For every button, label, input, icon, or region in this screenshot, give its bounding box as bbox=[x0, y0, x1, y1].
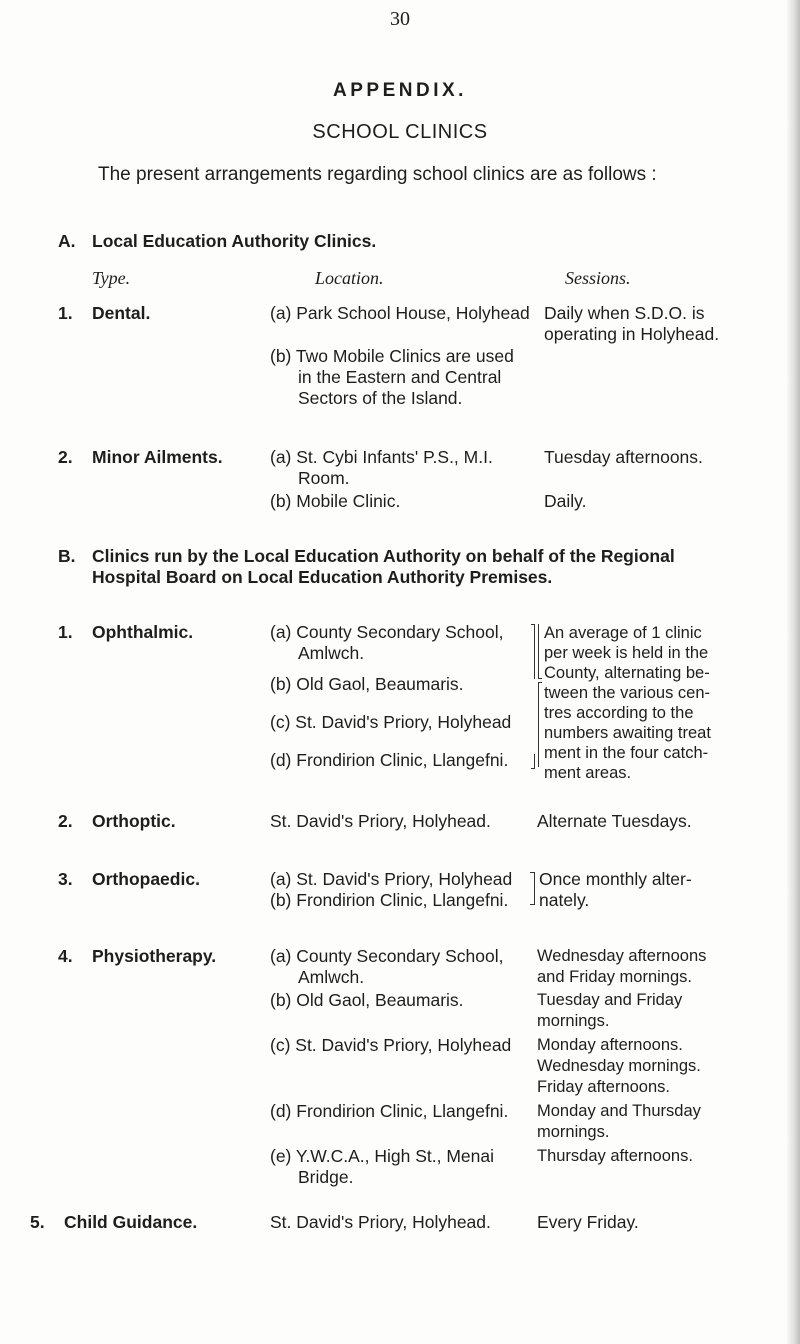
session-line: Daily. bbox=[544, 491, 587, 511]
location-line: (b) Two Mobile Clinics are used bbox=[270, 346, 514, 366]
session-line: Wednesday afternoons bbox=[537, 947, 707, 965]
session-line: ment in the four catch- bbox=[544, 744, 709, 762]
brace-bracket bbox=[530, 872, 535, 889]
row-number: 2. bbox=[58, 447, 73, 467]
session-line: Monday afternoons. bbox=[537, 1036, 683, 1054]
session-line: Wednesday mornings. bbox=[537, 1057, 701, 1075]
page-number: 30 bbox=[390, 8, 410, 30]
location-line: Amlwch. bbox=[298, 967, 365, 987]
session-line: Thursday afternoons. bbox=[537, 1147, 693, 1165]
location-line: (a) St. Cybi Infants' P.S., M.I. bbox=[270, 447, 493, 467]
section-a-marker: A. bbox=[58, 231, 76, 251]
session-line: Once monthly alter- bbox=[539, 869, 692, 889]
intro-text: The present arrangements regarding school clinics are as follows : bbox=[98, 164, 657, 185]
column-header-sessions: Sessions. bbox=[565, 268, 631, 288]
clinic-type-dental: Dental. bbox=[92, 303, 151, 323]
location-line: St. David's Priory, Holyhead. bbox=[270, 811, 491, 831]
location-line: (c) St. David's Priory, Holyhead bbox=[270, 712, 512, 732]
session-line: Every Friday. bbox=[537, 1212, 639, 1232]
location-line: (e) Y.W.C.A., High St., Menai bbox=[270, 1146, 495, 1166]
location-line: in the Eastern and Central bbox=[298, 367, 502, 387]
location-line: (a) County Secondary School, bbox=[270, 622, 504, 642]
session-line: tres according to the bbox=[544, 704, 694, 722]
location-line: (d) Frondirion Clinic, Llangefni. bbox=[270, 1101, 509, 1121]
section-a-heading: Local Education Authority Clinics. bbox=[92, 231, 377, 251]
row-number: 5. bbox=[30, 1212, 45, 1232]
brace-bracket bbox=[538, 682, 542, 767]
session-line: An average of 1 clinic bbox=[544, 624, 702, 642]
session-line: per week is held in the bbox=[544, 644, 709, 662]
location-line: Amlwch. bbox=[298, 643, 365, 663]
session-line: Monday and Thursday bbox=[537, 1102, 701, 1120]
clinic-type-child-guidance: Child Guidance. bbox=[64, 1212, 198, 1232]
session-line: Friday afternoons. bbox=[537, 1078, 670, 1096]
clinic-type-orthoptic: Orthoptic. bbox=[92, 811, 176, 831]
session-line: mornings. bbox=[537, 1123, 610, 1141]
location-line: Room. bbox=[298, 468, 350, 488]
location-line: (b) Old Gaol, Beaumaris. bbox=[270, 990, 464, 1010]
page-edge-shadow bbox=[786, 0, 800, 1344]
session-line: tween the various cen- bbox=[544, 684, 711, 702]
brace-bracket bbox=[530, 888, 535, 905]
session-line: ment areas. bbox=[544, 764, 632, 782]
row-number: 4. bbox=[58, 946, 73, 966]
session-line: Tuesday afternoons. bbox=[544, 447, 703, 467]
session-line: and Friday mornings. bbox=[537, 968, 692, 986]
appendix-title: APPENDIX. bbox=[333, 80, 467, 101]
session-line: Tuesday and Friday bbox=[537, 991, 683, 1009]
clinic-type-minor-ailments: Minor Ailments. bbox=[92, 447, 223, 467]
brace-bracket bbox=[538, 624, 542, 679]
session-line: operating in Holyhead. bbox=[544, 324, 720, 344]
location-line: Sectors of the Island. bbox=[298, 388, 463, 408]
section-title: SCHOOL CLINICS bbox=[312, 121, 488, 143]
column-header-type: Type. bbox=[92, 268, 131, 288]
location-line: (a) St. David's Priory, Holyhead bbox=[270, 869, 513, 889]
location-line: St. David's Priory, Holyhead. bbox=[270, 1212, 491, 1232]
column-header-location: Location. bbox=[315, 268, 384, 288]
location-line: (b) Mobile Clinic. bbox=[270, 491, 401, 511]
location-line: (a) County Secondary School, bbox=[270, 946, 504, 966]
location-line: (b) Frondirion Clinic, Llangefni. bbox=[270, 890, 509, 910]
clinic-type-ophthalmic: Ophthalmic. bbox=[92, 622, 194, 642]
location-line: (c) St. David's Priory, Holyhead bbox=[270, 1035, 512, 1055]
row-number: 3. bbox=[58, 869, 73, 889]
brace-bracket bbox=[531, 754, 535, 769]
session-line: Daily when S.D.O. is bbox=[544, 303, 705, 323]
session-line: numbers awaiting treat bbox=[544, 724, 711, 742]
section-b-marker: B. bbox=[58, 546, 76, 566]
row-number: 2. bbox=[58, 811, 73, 831]
section-b-heading: Hospital Board on Local Education Authority Premises. bbox=[92, 567, 553, 587]
row-number: 1. bbox=[58, 303, 73, 323]
brace-bracket bbox=[531, 624, 535, 679]
session-line: Alternate Tuesdays. bbox=[537, 811, 692, 831]
location-line: (b) Old Gaol, Beaumaris. bbox=[270, 674, 464, 694]
section-b-heading: Clinics run by the Local Education Authority on behalf of the Regional bbox=[92, 546, 675, 566]
location-line: (d) Frondirion Clinic, Llangefni. bbox=[270, 750, 509, 770]
clinic-type-orthopaedic: Orthopaedic. bbox=[92, 869, 200, 889]
location-line: (a) Park School House, Holyhead bbox=[270, 303, 530, 323]
clinic-type-physiotherapy: Physiotherapy. bbox=[92, 946, 217, 966]
session-line: mornings. bbox=[537, 1012, 610, 1030]
location-line: Bridge. bbox=[298, 1167, 354, 1187]
row-number: 1. bbox=[58, 622, 73, 642]
session-line: County, alternating be- bbox=[544, 664, 710, 682]
session-line: nately. bbox=[539, 890, 590, 910]
